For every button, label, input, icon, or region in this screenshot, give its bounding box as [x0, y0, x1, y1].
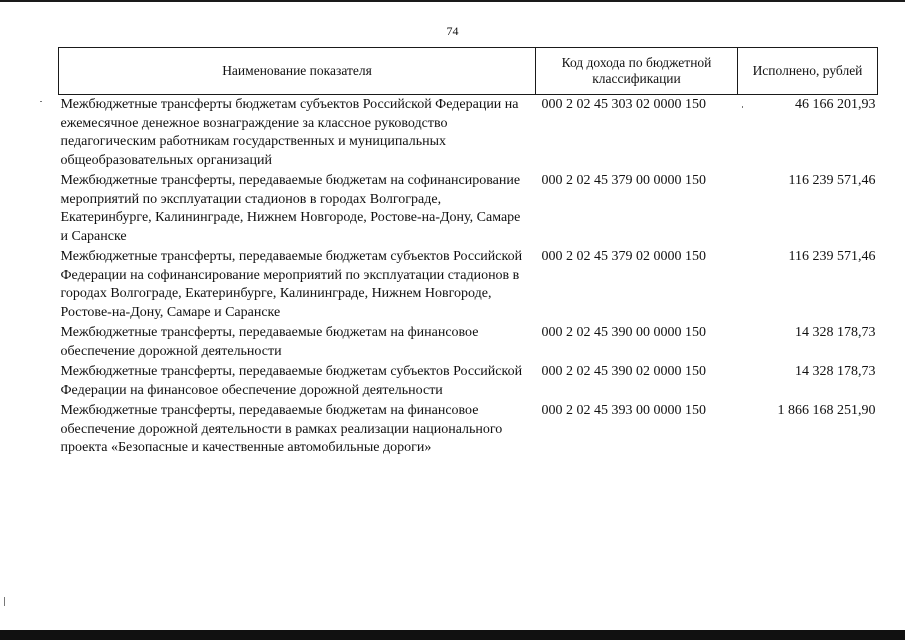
- row-revenue-code: 000 2 02 45 390 02 0000 150: [541, 364, 706, 379]
- row-revenue-code: 000 2 02 45 379 02 0000 150: [541, 249, 706, 264]
- row-amount: 116 239 571,46: [788, 173, 876, 188]
- table-row: [59, 95, 878, 173]
- row-indicator-name: Межбюджетные трансферты бюджетам субъектов Российской Федерации на ежемесячное денежное вознаграждение за классное руководство педагогическим работникам государственных и муниципальных общеобразовательных организаций: [60, 97, 519, 168]
- table-header: [59, 48, 878, 95]
- scan-speck: [4, 597, 5, 606]
- row-indicator-name: Межбюджетные трансферты, передаваемые бюджетам на финансовое обеспечение дорожной деятельности: [60, 325, 479, 359]
- header-revenue-code: Код дохода по бюджетной классификации: [536, 48, 738, 95]
- row-amount: 1 866 168 251,90: [777, 403, 876, 418]
- scan-speck: [40, 101, 42, 102]
- row-indicator-name: Межбюджетные трансферты, передаваемые бюджетам субъектов Российской Федерации на финансовое обеспечение дорожной деятельности: [60, 364, 523, 398]
- row-indicator-name: Межбюджетные трансферты, передаваемые бюджетам субъектов Российской Федерации на софинансирование мероприятий по эксплуатации стадионов в городах Волгограде, Екатеринбурге, Калининграде, Нижнем Новгороде, Ростове-на-Дону, Самаре и Саранске: [60, 249, 523, 320]
- row-amount: 116 239 571,46: [788, 249, 876, 264]
- row-revenue-code: 000 2 02 45 379 00 0000 150: [541, 173, 706, 188]
- row-amount: 46 166 201,93: [795, 97, 876, 112]
- row-revenue-code: 000 2 02 45 303 02 0000 150: [541, 97, 706, 112]
- header-indicator-name: Наименование показателя: [59, 48, 536, 95]
- page-number: 74: [446, 24, 459, 38]
- table-row: [59, 324, 878, 363]
- row-amount: 14 328 178,73: [795, 364, 876, 379]
- table-body: [59, 95, 878, 460]
- table-row: [59, 248, 878, 324]
- row-indicator-name: Межбюджетные трансферты, передаваемые бюджетам на финансовое обеспечение дорожной деятельности в рамках реализации национального проекта «Безопасные и качественные автомобильные дороги»: [60, 403, 503, 455]
- table-row: [59, 402, 878, 460]
- table-row: [59, 363, 878, 402]
- header-amount-executed: Исполнено, рублей: [738, 48, 878, 95]
- row-indicator-name: Межбюджетные трансферты, передаваемые бюджетам на софинансирование мероприятий по эксплуатации стадионов в городах Волгограде, Екатеринбурге, Калининграде, Нижнем Новгороде, Ростове-на-Дону, Самаре и Саранске: [60, 173, 521, 244]
- scan-bottom-border: [0, 630, 905, 640]
- scan-speck: [742, 106, 743, 108]
- row-revenue-code: 000 2 02 45 390 00 0000 150: [541, 325, 706, 340]
- row-amount: 14 328 178,73: [795, 325, 876, 340]
- budget-table-container: [58, 47, 877, 460]
- header-row: [59, 48, 878, 95]
- table-row: [59, 172, 878, 248]
- scan-top-border: [0, 0, 905, 2]
- row-revenue-code: 000 2 02 45 393 00 0000 150: [541, 403, 706, 418]
- budget-revenue-table: [58, 47, 878, 460]
